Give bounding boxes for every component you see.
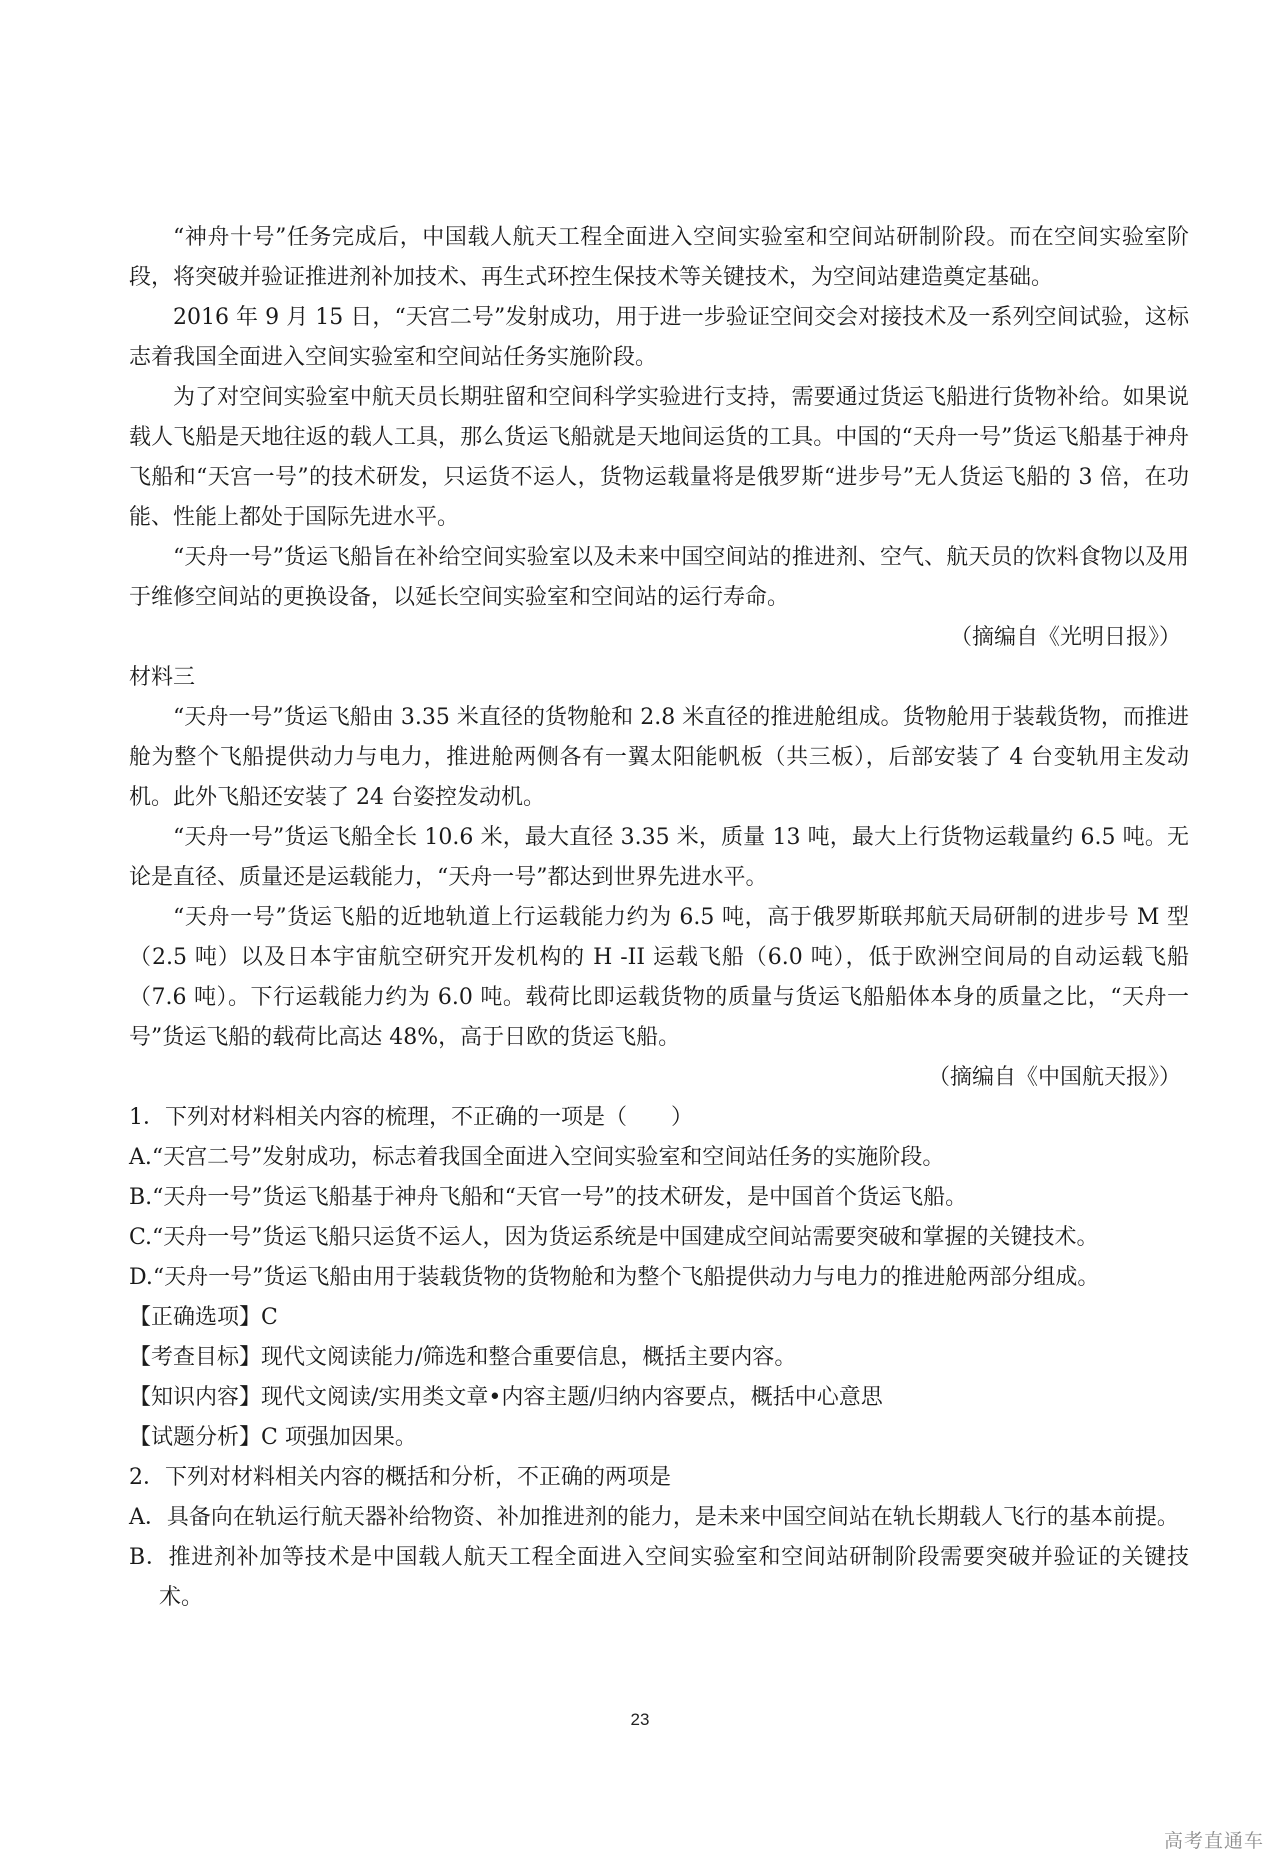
page-content	[129, 218, 1189, 1618]
paragraph: “天舟一号”货运飞船全长 10.6 米，最大直径 3.35 米，质量 13 吨，最大上行货物运载量约 6.5 吨。无论是直径、质量还是运载能力，“天舟一号”都达到世界先进水平。	[129, 825, 1189, 890]
answer-option: C.“天舟一号”货运飞船只运货不运人，因为货运系统是中国建成空间站需要突破和掌握的关键技术。	[129, 1225, 1099, 1250]
exam-target: 【考查目标】现代文阅读能力/筛选和整合重要信息，概括主要内容。	[129, 1345, 797, 1370]
question-analysis: 【试题分析】C 项强加因果。	[129, 1425, 417, 1450]
question-stem: 2．下列对材料相关内容的概括和分析，不正确的两项是	[129, 1465, 671, 1490]
paragraph: “神舟十号”任务完成后，中国载人航天工程全面进入空间实验室和空间站研制阶段。而在空间实验室阶段，将突破并验证推进剂补加技术、再生式环控生保技术等关键技术，为空间站建造奠定基础。	[129, 225, 1189, 290]
paragraph: “天舟一号”货运飞船的近地轨道上行运载能力约为 6.5 吨，高于俄罗斯联邦航天局研制的进步号 M 型（2.5 吨）以及日本宇宙航空研究开发机构的 H -II 运载飞船（6.0 吨），低于欧洲空间局的自动运载飞船（7.6 吨）。下行运载能力约为 6.0 吨。载荷比即运载货物的质量与货运飞船船体本身的质量之比，“天舟一号”货运飞船的载荷比高达 48%，高于日欧的货运飞船。	[129, 905, 1189, 1050]
answer-option: A．具备向在轨运行航天器补给物资、补加推进剂的能力，是未来中国空间站在轨长期载人飞行的基本前提。	[129, 1505, 1179, 1530]
question-stem: 1．下列对材料相关内容的梳理，不正确的一项是（ ）	[129, 1105, 693, 1130]
paragraph: “天舟一号”货运飞船旨在补给空间实验室以及未来中国空间站的推进剂、空气、航天员的饮料食物以及用于维修空间站的更换设备，以延长空间实验室和空间站的运行寿命。	[129, 545, 1189, 610]
paragraph: “天舟一号”货运飞船由 3.35 米直径的货物舱和 2.8 米直径的推进舱组成。货物舱用于装载货物，而推进舱为整个飞船提供动力与电力，推进舱两侧各有一翼太阳能帆板（共三板），后部安装了 4 台变轨用主发动机。此外飞船还安装了 24 台姿控发动机。	[129, 705, 1189, 810]
correct-answer: 【正确选项】C	[129, 1305, 278, 1330]
answer-option: A.“天宫二号”发射成功，标志着我国全面进入空间实验室和空间站任务的实施阶段。	[129, 1145, 945, 1170]
page-number: 23	[630, 1710, 650, 1729]
source-citation: （摘编自《中国航天报》）	[927, 1065, 1181, 1090]
watermark-text: 高考直通车	[1163, 1830, 1264, 1852]
source-citation: （摘编自《光明日报》）	[949, 625, 1181, 650]
paragraph: 2016 年 9 月 15 日，“天宫二号”发射成功，用于进一步验证空间交会对接技术及一系列空间试验，这标志着我国全面进入空间实验室和空间站任务实施阶段。	[129, 305, 1189, 370]
section-heading: 材料三	[129, 665, 196, 690]
knowledge-content: 【知识内容】现代文阅读/实用类文章•内容主题/归纳内容要点，概括中心意思	[129, 1385, 883, 1410]
answer-option: B．推进剂补加等技术是中国载人航天工程全面进入空间实验室和空间站研制阶段需要突破并验证的关键技术。	[129, 1545, 1189, 1610]
paragraph: 为了对空间实验室中航天员长期驻留和空间科学实验进行支持，需要通过货运飞船进行货物补给。如果说载人飞船是天地往返的载人工具，那么货运飞船就是天地间运货的工具。中国的“天舟一号”货运飞船基于神舟飞船和“天宫一号”的技术研发，只运货不运人，货物运载量将是俄罗斯“进步号”无人货运飞船的 3 倍，在功能、性能上都处于国际先进水平。	[129, 385, 1189, 530]
answer-option: B.“天舟一号”货运飞船基于神舟飞船和“天官一号”的技术研发，是中国首个货运飞船。	[129, 1185, 968, 1210]
answer-option: D.“天舟一号”货运飞船由用于装载货物的货物舱和为整个飞船提供动力与电力的推进舱两部分组成。	[129, 1265, 1100, 1290]
